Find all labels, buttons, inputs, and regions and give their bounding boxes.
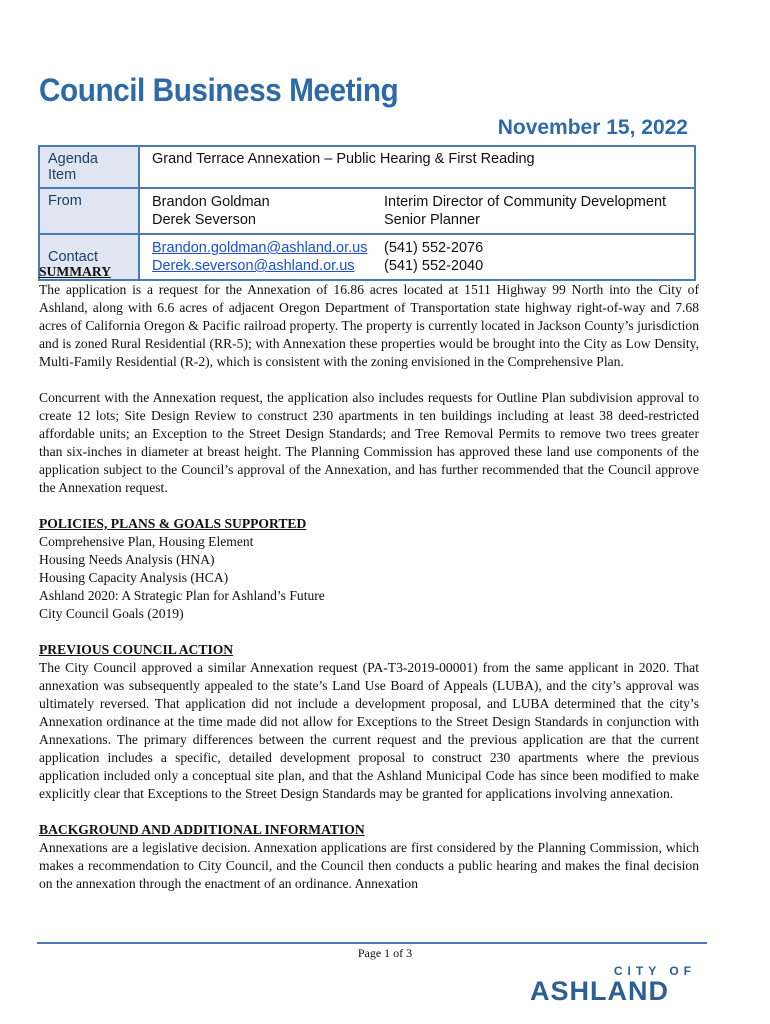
policy-item: City Council Goals (2019) <box>39 606 184 621</box>
summary-heading: SUMMARY <box>39 264 112 279</box>
background-paragraph: Annexations are a legislative decision. Annexation applications are first considered by the Planning Commission, which makes a recommendation to City Council, and the Council then conducts a public hearing and makes the final decision on the annexation through the enactment of an ordinance. Annexation <box>39 840 699 891</box>
from-value <box>139 188 695 234</box>
logo-city-of-text: CITY OF <box>613 964 696 978</box>
policies-section <box>39 515 699 623</box>
page-title: Council Business Meeting <box>39 72 399 108</box>
footer-divider <box>37 942 707 944</box>
contact-person-1 <box>152 239 682 257</box>
agenda-item-label: Agenda Item <box>39 146 139 188</box>
from-title-2: Senior Planner <box>384 212 480 228</box>
contact-phone-1: (541) 552-2076 <box>384 240 484 256</box>
from-person-2 <box>152 211 682 229</box>
page-number: Page 1 of 3 <box>357 946 413 960</box>
policy-item: Housing Needs Analysis (HNA) <box>39 552 215 567</box>
logo-ashland-text: ASHLAND <box>530 976 669 1006</box>
policy-item: Comprehensive Plan, Housing Element <box>39 534 254 549</box>
policy-item: Housing Capacity Analysis (HCA) <box>39 570 229 585</box>
from-row <box>39 188 695 234</box>
policy-item: Ashland 2020: A Strategic Plan for Ashland’s Future <box>39 588 325 603</box>
meeting-date: November 15, 2022 <box>497 116 688 139</box>
policies-list <box>39 533 699 623</box>
background-section <box>39 821 699 893</box>
document-body <box>39 263 699 893</box>
from-title-1: Interim Director of Community Development <box>384 194 667 210</box>
agenda-item-row <box>39 146 695 188</box>
background-heading: BACKGROUND AND ADDITIONAL INFORMATION <box>39 822 365 837</box>
from-person-1 <box>152 193 682 211</box>
agenda-info-table <box>38 145 696 281</box>
contact-label: Contact <box>39 234 139 280</box>
previous-action-heading: PREVIOUS COUNCIL ACTION <box>39 642 234 657</box>
contact-email-1[interactable]: Brandon.goldman@ashland.or.us <box>152 240 368 256</box>
contact-phone-2: (541) 552-2040 <box>384 258 484 274</box>
from-name-2: Derek Severson <box>152 212 256 228</box>
policies-heading: POLICIES, PLANS & GOALS SUPPORTED <box>39 516 307 531</box>
previous-action-section <box>39 641 699 803</box>
contact-email-2[interactable]: Derek.severson@ashland.or.us <box>152 258 355 274</box>
summary-section <box>39 263 699 497</box>
from-label: From <box>39 188 139 234</box>
previous-action-paragraph: The City Council approved a similar Annexation request (PA-T3-2019-00001) from the same applicant in 2020. That annexation was subsequently appealed to the state’s Land Use Board of Appeals (LUBA), and the city’s approval was ultimately reversed. That application did not include a development proposal, and LUBA determined that the city’s Annexation ordinance at the time made did not allow for Exceptions to the Street Design Standards in conjunction with Annexations. The primary differences between the current request and the previous application are that the current application includes a specific, detailed development proposal to construct 230 apartments where the previous application included only a conceptual site plan, and that the Ashland Municipal Code has since been modified to make explicitly clear that Exceptions to the Street Design Standards may be granted for applications involving annexation. <box>39 660 699 801</box>
agenda-item-value: Grand Terrace Annexation – Public Hearing & First Reading <box>139 146 695 188</box>
summary-paragraph-1: The application is a request for the Annexation of 16.86 acres located at 1511 Highway 99 North into the City of Ashland, along with 6.6 acres of adjacent Oregon Department of Transportation state highway right-of-way and 7.68 acres of California Oregon & Pacific railroad property. The property is currently located in Jackson County’s jurisdiction and is zoned Rural Residential (RR-5); with Annexation these properties would be brought into the City as Low Density, Multi-Family Residential (R-2), which is consistent with the zoning envisioned in the Comprehensive Plan. <box>39 282 699 369</box>
summary-paragraph-2: Concurrent with the Annexation request, the application also includes requests for Outline Plan subdivision approval to create 12 lots; Site Design Review to construct 230 apartments in ten buildings including at least 38 deed-restricted affordable units; an Exception to the Street Design Standards; and Tree Removal Permits to remove two trees greater than six-inches in diameter at breast height. The Planning Commission has approved these land use components of the application subject to the Council’s approval of the Annexation, and has further recommended that the Council approve the Annexation request. <box>39 390 699 495</box>
from-name-1: Brandon Goldman <box>152 194 270 210</box>
city-of-ashland-logo <box>530 964 702 1012</box>
